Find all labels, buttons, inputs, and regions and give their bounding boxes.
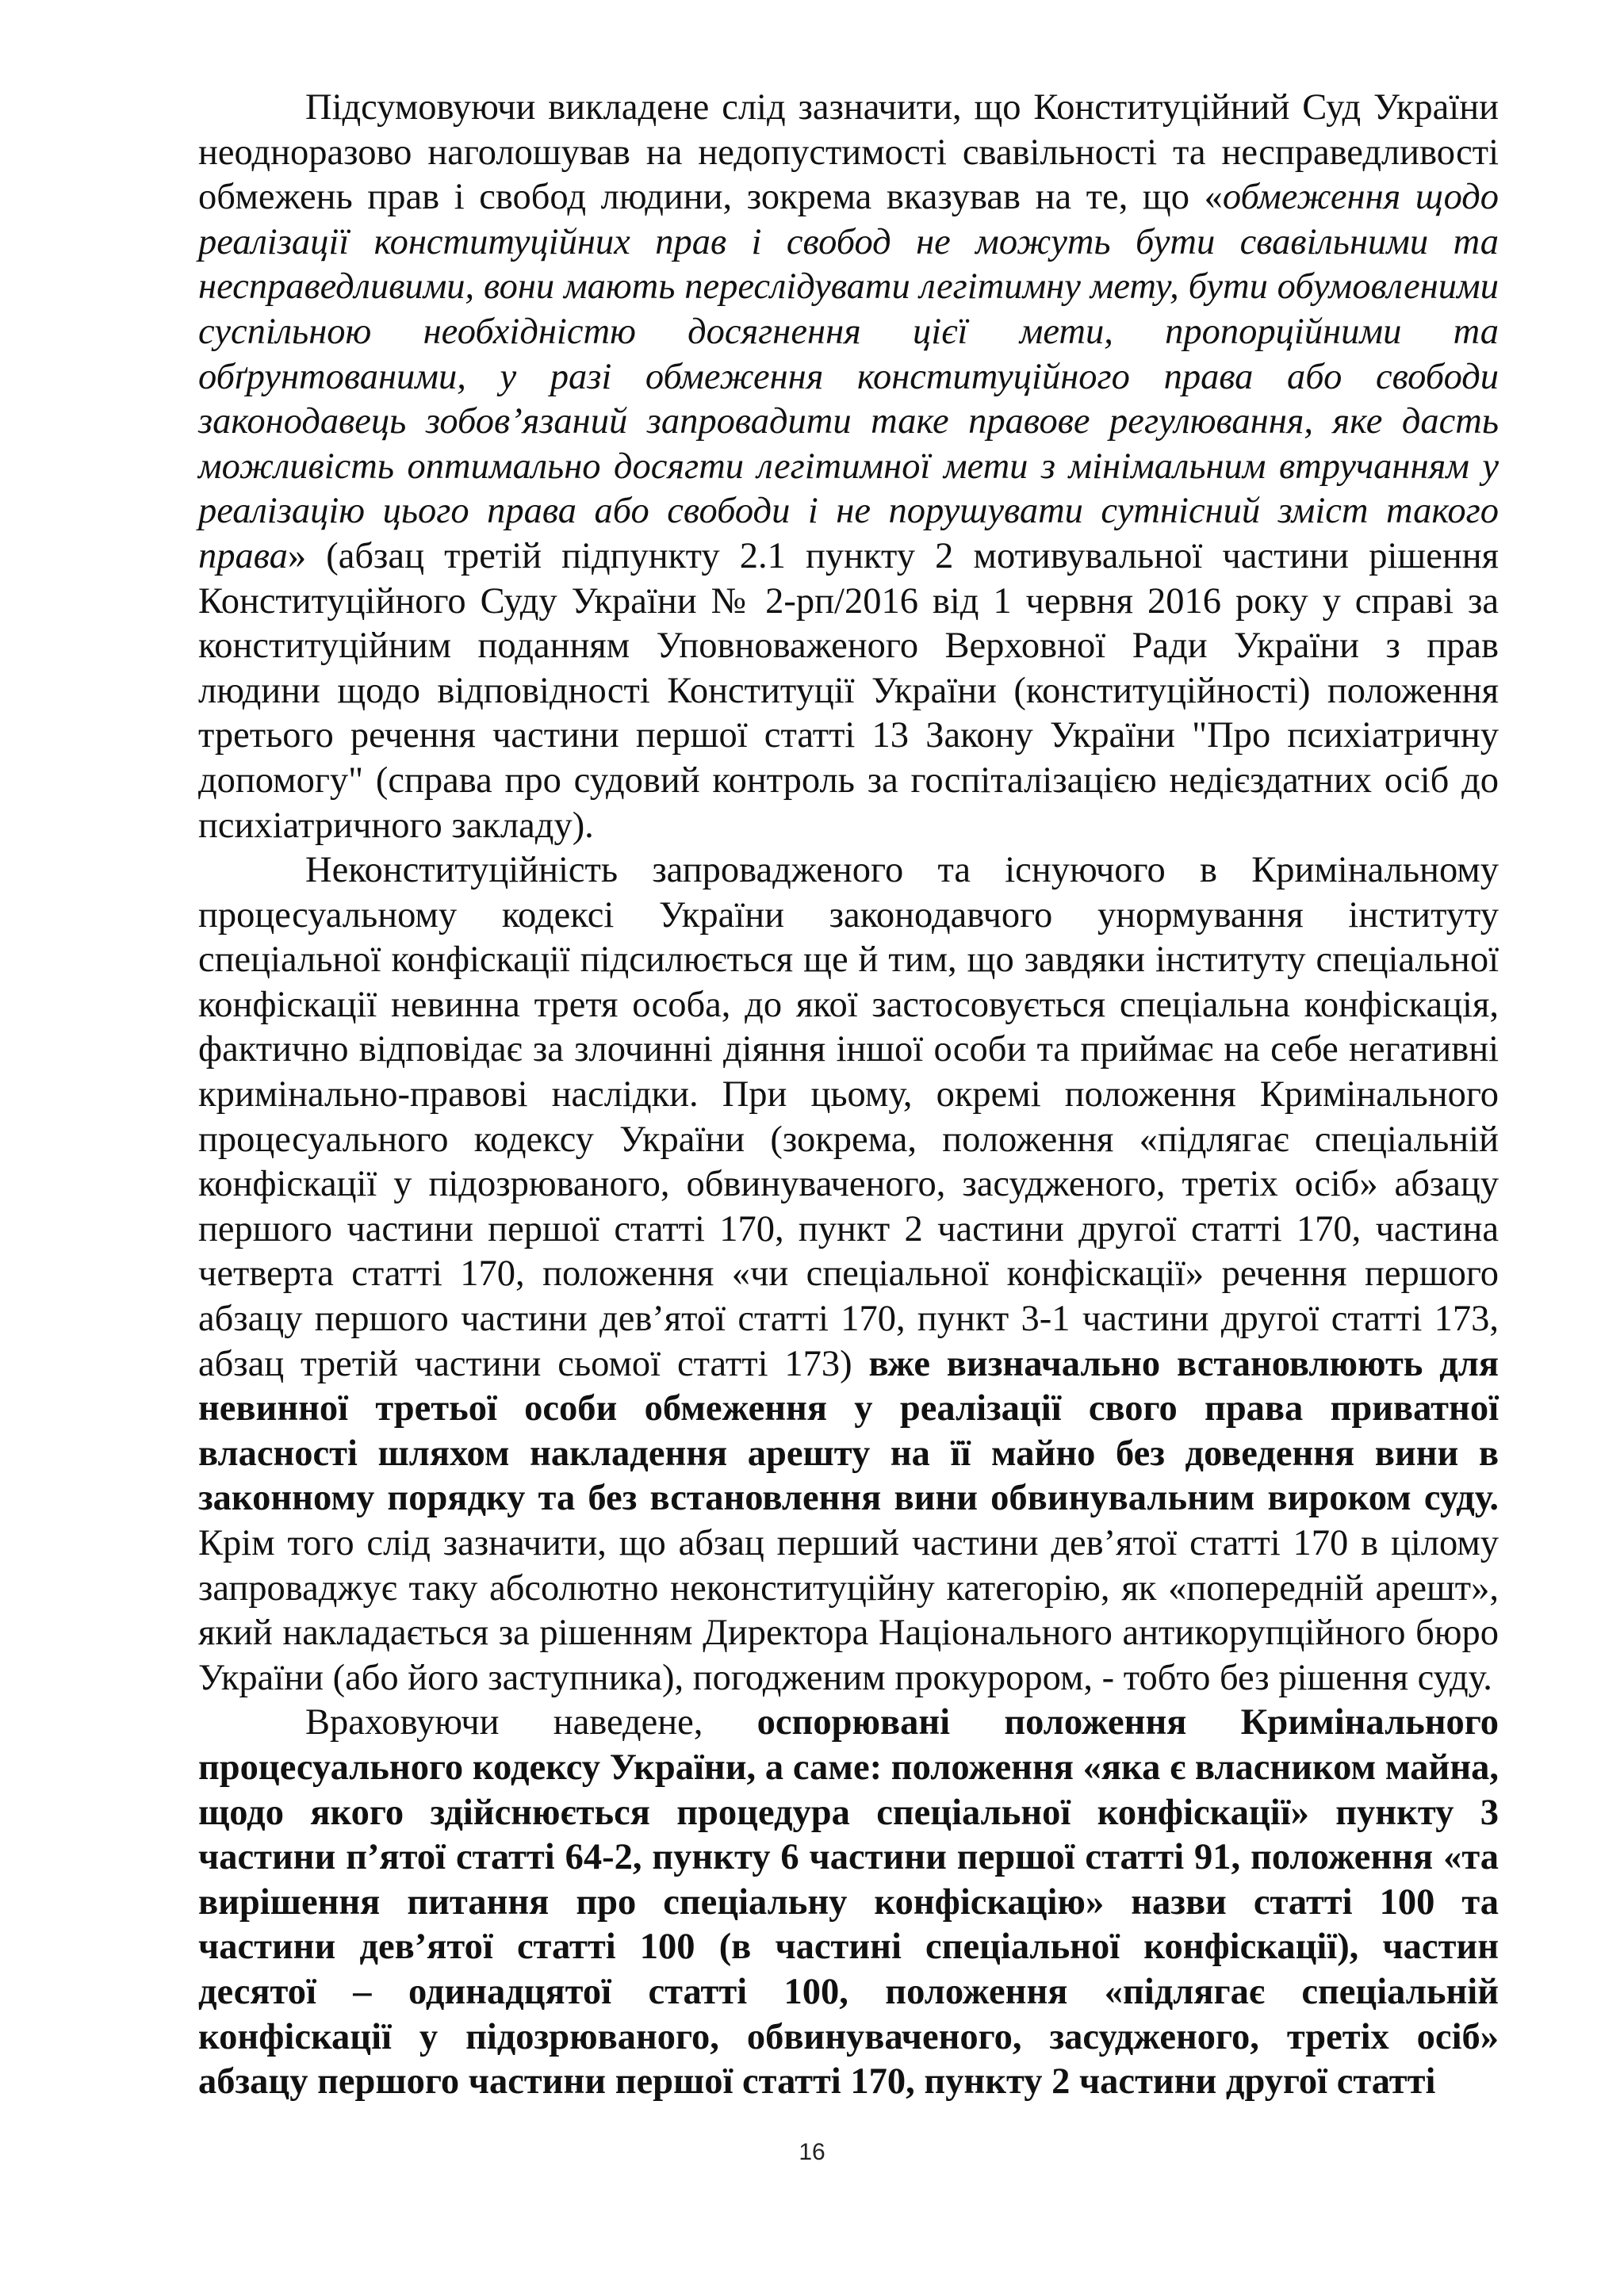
paragraph-text: Крім того слід зазначити, що абзац перший частини дев’ятої статті 170 в цілому запроваджує таку абсолютно неконституційну категорію, як «попередній арешт», який накладається за рішенням Директора Національного антикорупційного бюро України (або його заступника), погодженим прокурором, - тобто без рішення суду. [198,1523,1499,1698]
paragraph-text: Підсумовуючи викладене слід зазначити, що Конституційний Суд України неодноразово наголошував на недопустимості свавільності та несправедливості обмежень прав і свобод людини, зокрема вказував на те, що « [198,87,1499,218]
bold-emphasis: оспорювані положення Кримінального процесуального кодексу України, а саме: положення «яка є власником майна, щодо якого здійснюється процедура спеціальної конфіскації» пункту 3 частини п’ятої статті 64-2, пункту 6 частини першої статті 91, положення «та вирішення питання про спеціальну конфіскацію» назви статті 100 та частини дев’ятої статті 100 (в частині спеціальної конфіскації), частин десятої – одинадцятої статті 100, положення «підлягає спеціальній конфіскації у підозрюваного, обвинуваченого, засудженого, третіх осіб» абзацу першого частини першої статті 170, пункту 2 частини другої статті [198,1702,1499,2103]
document-body [198,86,1499,2105]
paragraph-constitutional-court-summary [198,86,1499,848]
bold-emphasis: вже визначально встановлюють для невинної третьої особи обмеження у реалізації свого права приватної власності шляхом накладення арешту на її майно без доведення вини в законному порядку та без встановлення вини обвинувальним вироком суду. [198,1343,1499,1519]
paragraph-text: Враховуючи наведене, [305,1702,757,1743]
italic-quote: обмеження щодо реалізації конституційних прав і свобод не можуть бути свавільними та несправедливими, вони мають переслідувати легітимну мету, бути обумовленими суспільною необхідністю досягнення цієї мети, пропорційними та обґрунтованими, у разі обмеження конституційного права або свободи законодавець зобов’язаний запровадити таке правове регулювання, яке дасть можливість оптимально досягти легітимної мети з мінімальним втручанням у реалізацію цього права або свободи і не порушувати сутнісний зміст такого права [198,177,1499,576]
paragraph-conclusion [198,1701,1499,2104]
page-number: 16 [799,2139,825,2165]
paragraph-text: » (абзац третій підпункту 2.1 пункту 2 мотивувальної частини рішення Конституційного Суду України № 2-рп/2016 від 1 червня 2016 року у справі за конституційним поданням Уповноваженого Верховної Ради України з прав людини щодо відповідності Конституції України (конституційності) положення третього речення частини першої статті 13 Закону України "Про психіатричну допомогу" (справа про судовий контроль за госпіталізацією недієздатних осіб до психіатричного закладу). [198,535,1499,846]
paragraph-unconstitutionality [198,848,1499,1701]
paragraph-text: Неконституційність запровадженого та існуючого в Кримінальному процесуальному кодексі України законодавчого унормування інституту спеціальної конфіскації підсилюється ще й тим, що завдяки інституту спеціальної конфіскації невинна третя особа, до якої застосовується спеціальна конфіскація, фактично відповідає за злочинні діяння іншої особи та приймає на себе негативні кримінально-правові наслідки. При цьому, окремі положення Кримінального процесуального кодексу України (зокрема, положення «підлягає спеціальній конфіскації у підозрюваного, обвинуваченого, засудженого, третіх осіб» абзацу першого частини першої статті 170, пункт 2 частини другої статті 170, частина четверта статті 170, положення «чи спеціальної конфіскації» речення першого абзацу першого частини дев’ятої статті 170, пункт 3-1 частини другої статті 173, абзац третій частини сьомої статті 173) [198,850,1499,1384]
